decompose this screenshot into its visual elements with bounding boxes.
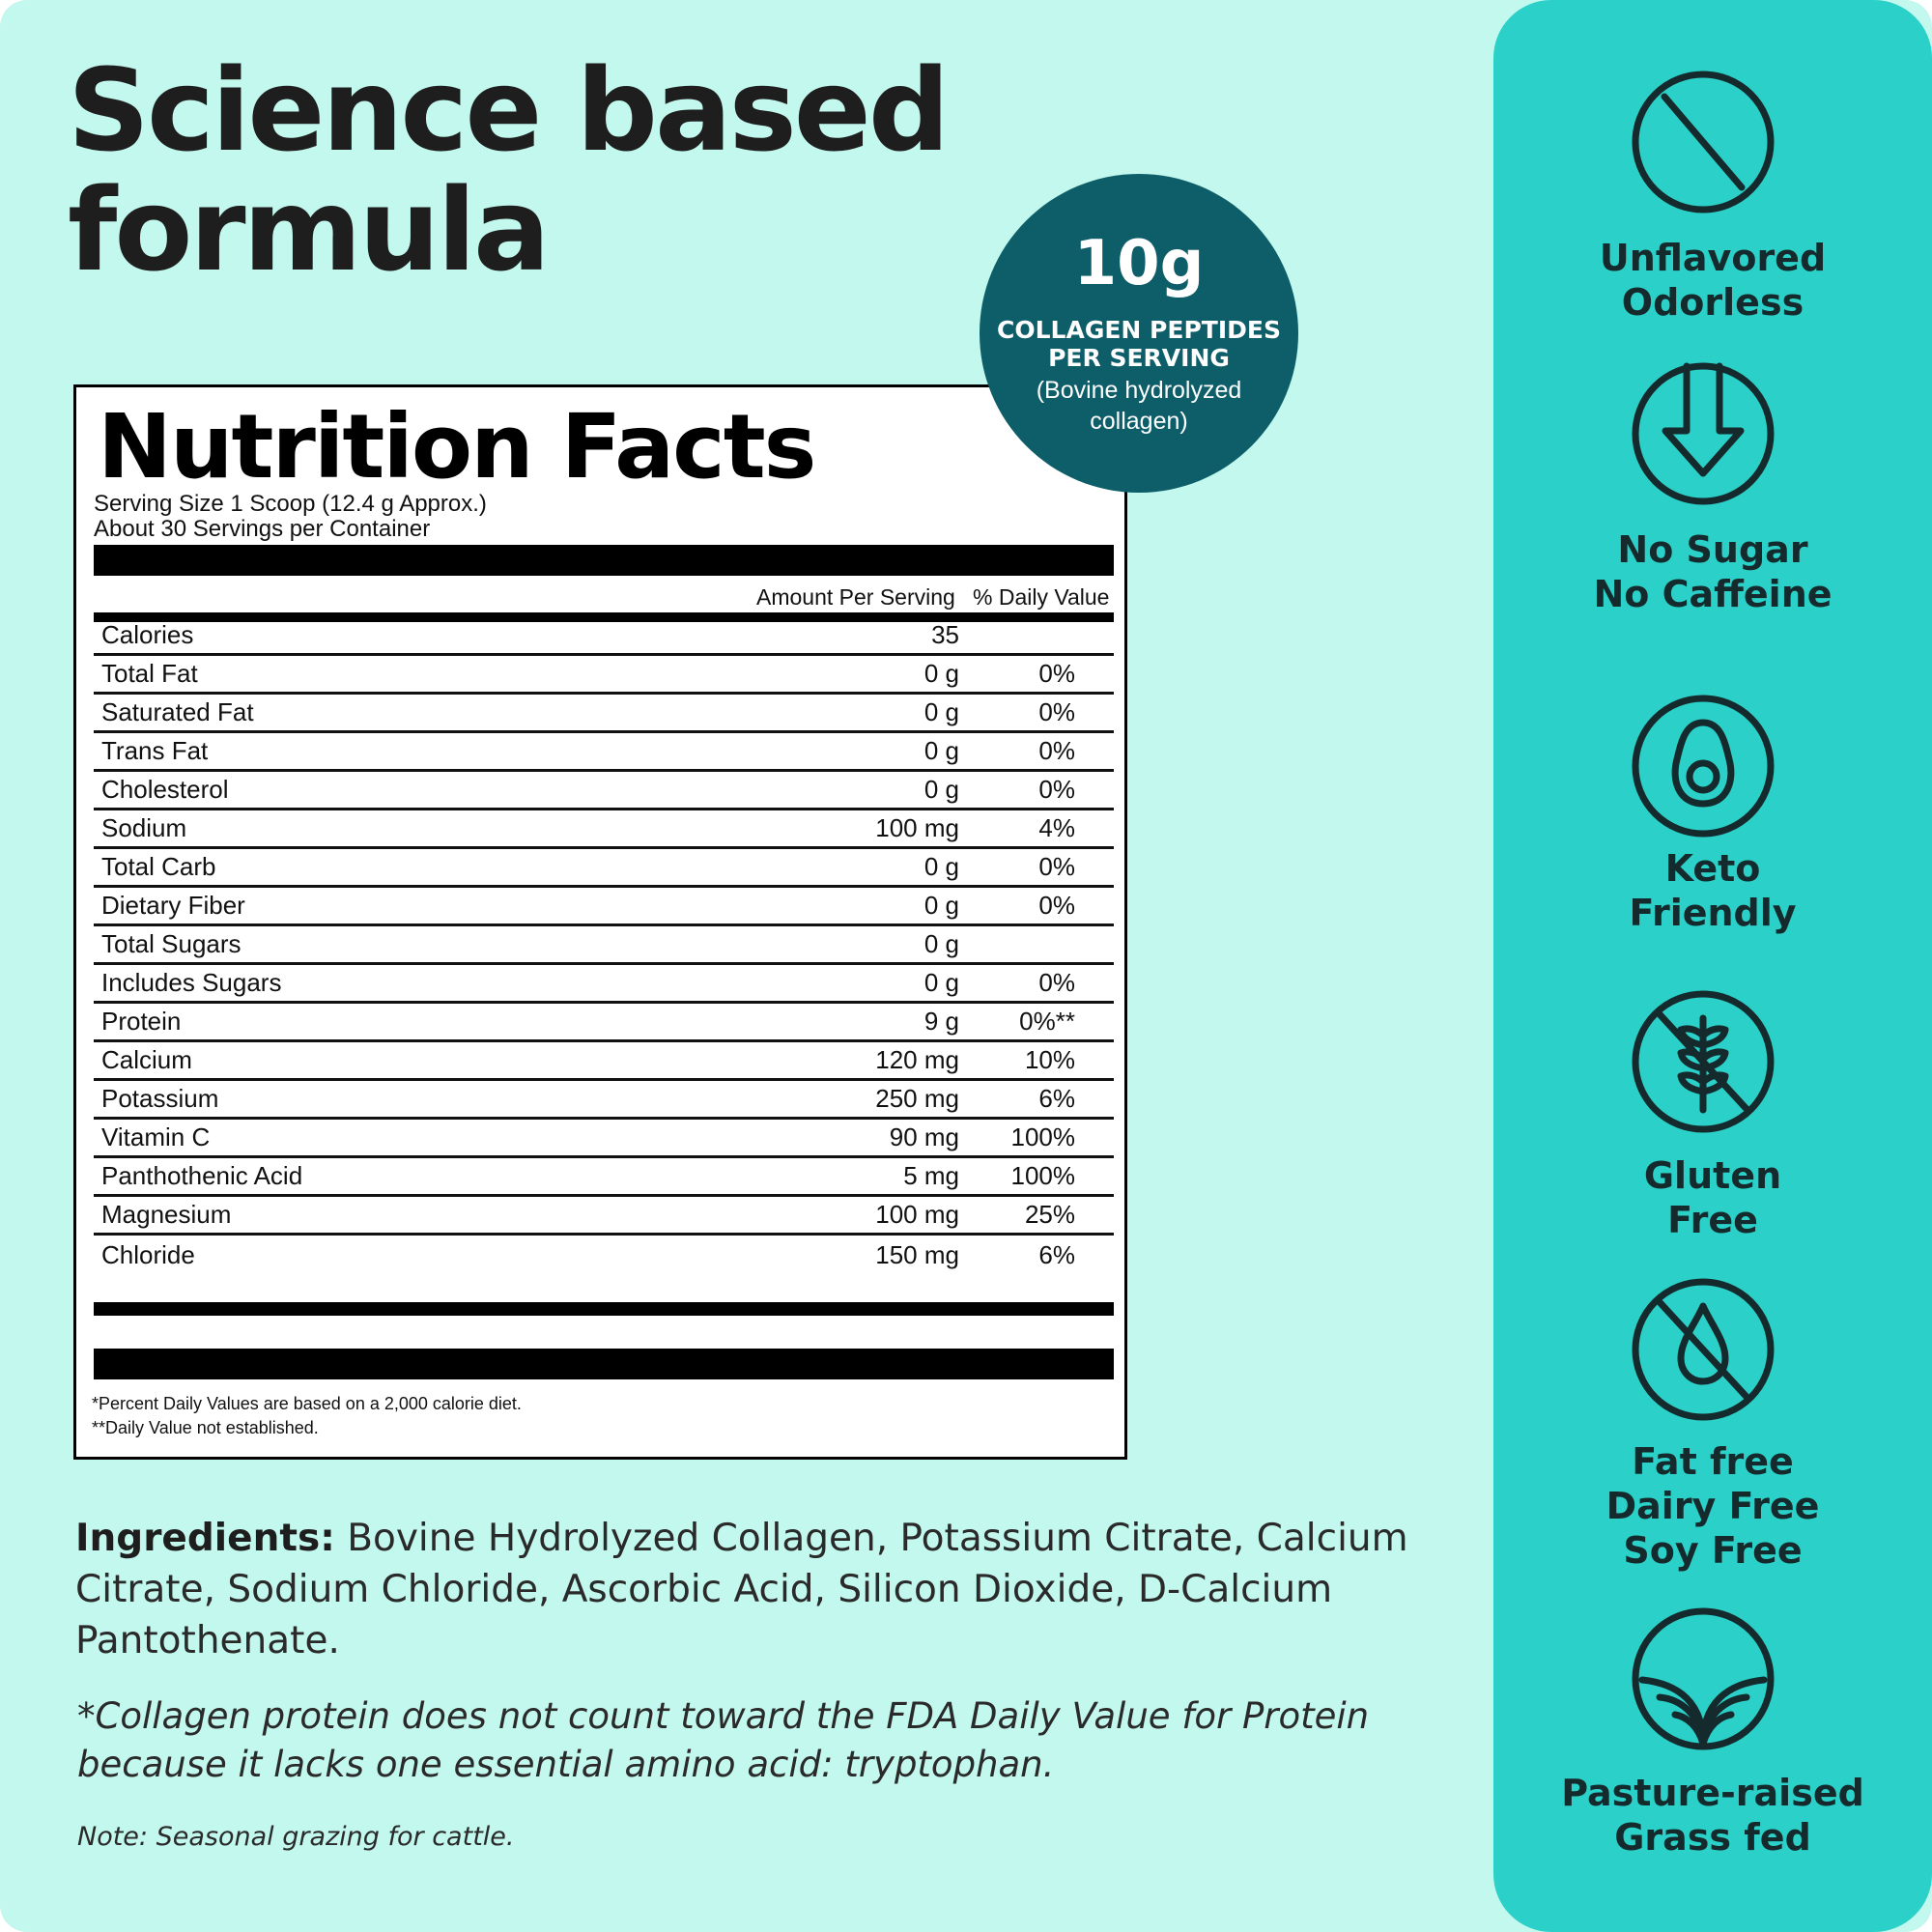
nutrient-daily-value: 0%: [1038, 891, 1075, 920]
grazing-note: Note: Seasonal grazing for cattle.: [77, 1822, 515, 1852]
nutrient-amount: 0 g: [923, 697, 959, 726]
feature-label: No Sugar No Caffeine: [1593, 528, 1833, 615]
nutrient-amount: 0 g: [923, 659, 959, 688]
nutrition-row: [94, 810, 1114, 849]
nutrition-row: [94, 849, 1114, 888]
nutrient-name: Includes Sugars: [101, 968, 282, 997]
nutrient-name: Trans Fat: [101, 736, 209, 765]
nutrient-name: Cholesterol: [101, 775, 229, 804]
nutrition-row: [94, 888, 1114, 926]
nutrient-daily-value: 6%: [1038, 1084, 1075, 1113]
nutrition-row: [94, 1042, 1114, 1081]
nutrition-row: [94, 772, 1114, 810]
ingredients-label: Ingredients:: [75, 1517, 335, 1560]
ingredients-paragraph: [75, 1513, 1428, 1666]
serving-size: Serving Size 1 Scoop (12.4 g Approx.): [94, 491, 487, 517]
column-header-daily-value: % Daily Value: [973, 584, 1110, 610]
nutrient-amount: 0 g: [923, 852, 959, 881]
nutrient-amount: 5 mg: [903, 1161, 959, 1190]
nutrient-daily-value: 0%: [1038, 736, 1075, 765]
nutrient-daily-value: 0%: [1038, 659, 1075, 688]
nutrient-daily-value: 100%: [1010, 1161, 1075, 1190]
nutrient-daily-value: 0%: [1038, 697, 1075, 726]
no-drop-icon: [1631, 1277, 1776, 1422]
collagen-badge: [980, 174, 1298, 493]
nutrition-row: [94, 1158, 1114, 1197]
nutrient-name: Vitamin C: [101, 1122, 211, 1151]
feature-label: Fat free Dairy Free Soy Free: [1605, 1440, 1820, 1572]
nutrient-name: Total Carb: [101, 852, 216, 881]
feature-panel: [1493, 0, 1932, 1932]
nutrient-amount: 250 mg: [875, 1084, 959, 1113]
footnote-not-established: **Daily Value not established.: [92, 1418, 319, 1437]
nutrition-row: [94, 733, 1114, 772]
nutrition-row: [94, 926, 1114, 965]
nutrient-name: Sodium: [101, 813, 187, 842]
footnote-daily-values: *Percent Daily Values are based on a 2,000 calorie diet.: [92, 1394, 522, 1413]
thick-divider: [94, 545, 1114, 576]
nutrient-name: Potassium: [101, 1084, 219, 1113]
nutrient-name: Chloride: [101, 1239, 195, 1269]
nutrient-daily-value: 25%: [1024, 1200, 1075, 1229]
nutrient-daily-value: 4%: [1038, 813, 1075, 842]
nutrient-amount: 150 mg: [875, 1239, 959, 1269]
nutrient-name: Calcium: [101, 1045, 192, 1074]
ingredients-text: Bovine Hydrolyzed Collagen, Potassium Citrate, Calcium Citrate, Sodium Chloride, Ascorbic Acid, Silicon Dioxide, D-Calcium Pantothenate.: [75, 1517, 1408, 1662]
nutrition-row: [94, 656, 1114, 695]
feature-label: Gluten Free: [1643, 1154, 1782, 1241]
nutrient-name: Panthothenic Acid: [101, 1161, 303, 1190]
headline: Science based formula: [68, 43, 948, 297]
nutrient-amount: 100 mg: [875, 1200, 959, 1229]
medium-divider: [94, 1302, 1114, 1316]
nutrient-daily-value: 0%**: [1019, 1007, 1075, 1036]
badge-caption: COLLAGEN PEPTIDES PER SERVING: [997, 316, 1281, 372]
servings-per-container: About 30 Servings per Container: [94, 516, 431, 542]
avocado-icon: [1631, 694, 1776, 838]
nutrient-amount: 9 g: [923, 1007, 959, 1036]
nutrient-name: Total Fat: [101, 659, 198, 688]
nutrient-amount: 0 g: [923, 929, 959, 958]
collagen-note: *Collagen protein does not count toward the FDA Daily Value for Protein because it lacks one essential amino acid: tryptophan.: [77, 1695, 1370, 1785]
nutrient-daily-value: 6%: [1038, 1239, 1075, 1269]
nutrient-amount: 90 mg: [889, 1122, 959, 1151]
down-arrow-icon: [1631, 361, 1776, 506]
column-header-amount: Amount Per Serving: [756, 584, 955, 610]
feature-label: Pasture-raised Grass fed: [1561, 1772, 1864, 1859]
nutrient-amount: 0 g: [923, 968, 959, 997]
nutrition-facts-panel: [73, 384, 1127, 1460]
thick-divider: [94, 1349, 1114, 1379]
nutrient-amount: 0 g: [923, 891, 959, 920]
nutrition-row: [94, 617, 1114, 656]
nutrition-row: [94, 1081, 1114, 1120]
nutrition-row: [94, 1236, 1114, 1274]
nutrient-amount: 35: [931, 620, 959, 649]
nutrition-row: [94, 1004, 1114, 1042]
nutrient-daily-value: 10%: [1024, 1045, 1075, 1074]
badge-subcaption: (Bovine hydrolyzed collagen): [1036, 377, 1242, 435]
nutrient-amount: 0 g: [923, 775, 959, 804]
nutrition-rows: [94, 617, 1114, 1274]
nutrient-name: Total Sugars: [101, 929, 242, 958]
nutrient-amount: 100 mg: [875, 813, 959, 842]
nutrient-name: Dietary Fiber: [101, 891, 245, 920]
no-wheat-icon: [1631, 989, 1776, 1134]
grass-leaf-icon: [1631, 1606, 1776, 1751]
nutrient-amount: 0 g: [923, 736, 959, 765]
badge-amount: 10g: [1073, 228, 1205, 299]
nutrition-row: [94, 1120, 1114, 1158]
nutrient-name: Protein: [101, 1007, 182, 1036]
nutrient-name: Calories: [101, 620, 194, 649]
nutrient-daily-value: 0%: [1038, 775, 1075, 804]
nutrient-amount: 120 mg: [875, 1045, 959, 1074]
nutrition-row: [94, 1197, 1114, 1236]
nutrient-name: Magnesium: [101, 1200, 232, 1229]
feature-label: Unflavored Odorless: [1599, 237, 1827, 324]
nutrient-name: Saturated Fat: [101, 697, 254, 726]
nutrition-facts-title: Nutrition Facts: [98, 395, 815, 498]
nutrient-daily-value: 100%: [1010, 1122, 1075, 1151]
no-symbol-icon: [1631, 70, 1776, 214]
nutrition-row: [94, 695, 1114, 733]
feature-label: Keto Friendly: [1629, 847, 1797, 934]
nutrient-daily-value: 0%: [1038, 968, 1075, 997]
nutrition-row: [94, 965, 1114, 1004]
nutrient-daily-value: 0%: [1038, 852, 1075, 881]
